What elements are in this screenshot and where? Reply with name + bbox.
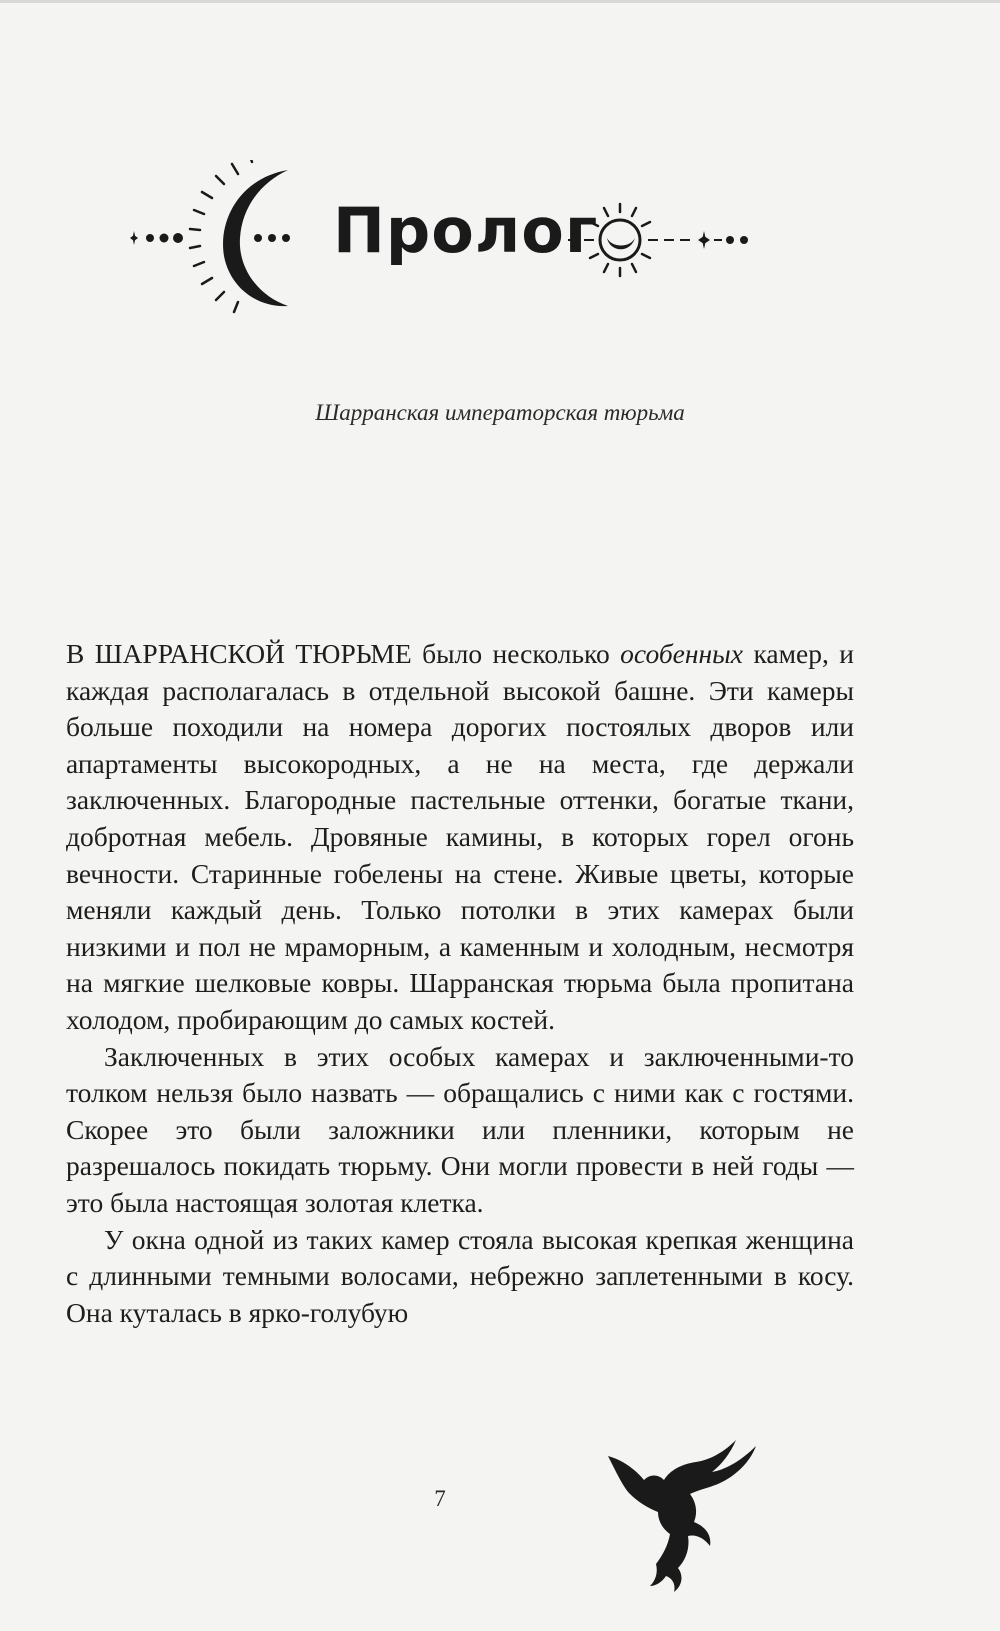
page-number: 7	[434, 1486, 446, 1511]
body-text	[66, 636, 854, 1331]
paragraph-1-emphasis: особенных	[620, 638, 743, 669]
right-star-icon	[698, 231, 710, 249]
sun-moon-icon	[590, 204, 650, 276]
paragraph-1	[66, 636, 854, 1039]
paragraph-1-lead: В ШАРРАНСКОЙ ТЮРЬМЕ	[66, 638, 412, 669]
paragraph-1-part-a: было несколько	[411, 638, 621, 669]
chapter-heading	[120, 160, 800, 330]
top-edge	[0, 0, 1000, 3]
left-dots	[146, 233, 183, 243]
chapter-subtitle: Шарранская императорская тюрьма	[315, 400, 685, 425]
left-star-icon	[130, 231, 138, 245]
chapter-title: Пролог	[333, 194, 599, 267]
paragraph-2: Заключенных в этих особых камерах и заключенными-то толком нельзя было назвать — обращались с ними как с гостями. Скорее это были заложники или пленники, которым не разрешалось покидать тюрьму. Они могли провести в ней годы — это была настоящая золотая клетка.	[66, 1040, 854, 1218]
crescent-moon-icon	[190, 160, 290, 312]
paragraph-1-part-b: камер, и каждая располагалась в отдельной высокой башне. Эти камеры больше походили на номера дорогих постоялых дворов или апартаменты высокородных, а не на места, где держали заключенных. Благородные пастельные оттенки, богатые ткани, добротная мебель. Дровяные камины, в которых горел огонь вечности. Старинные гобелены на стене. Живые цветы, которые меняли каждый день. Только потолки в этих камерах были низкими и пол не мраморным, а каменным и холодным, несмотря на мягкие шелковые ковры. Шарранская тюрьма была пропитана холодом, пробирающим до самых костей.	[66, 638, 855, 1035]
dragon-icon	[600, 1430, 780, 1600]
paragraph-3: У окна одной из таких камер стояла высокая крепкая женщина с длинными темными волосами, небрежно заплетенными в косу. Она куталась в ярко-голубую	[66, 1223, 854, 1328]
right-dots	[726, 236, 748, 244]
moon-dots	[254, 234, 290, 242]
